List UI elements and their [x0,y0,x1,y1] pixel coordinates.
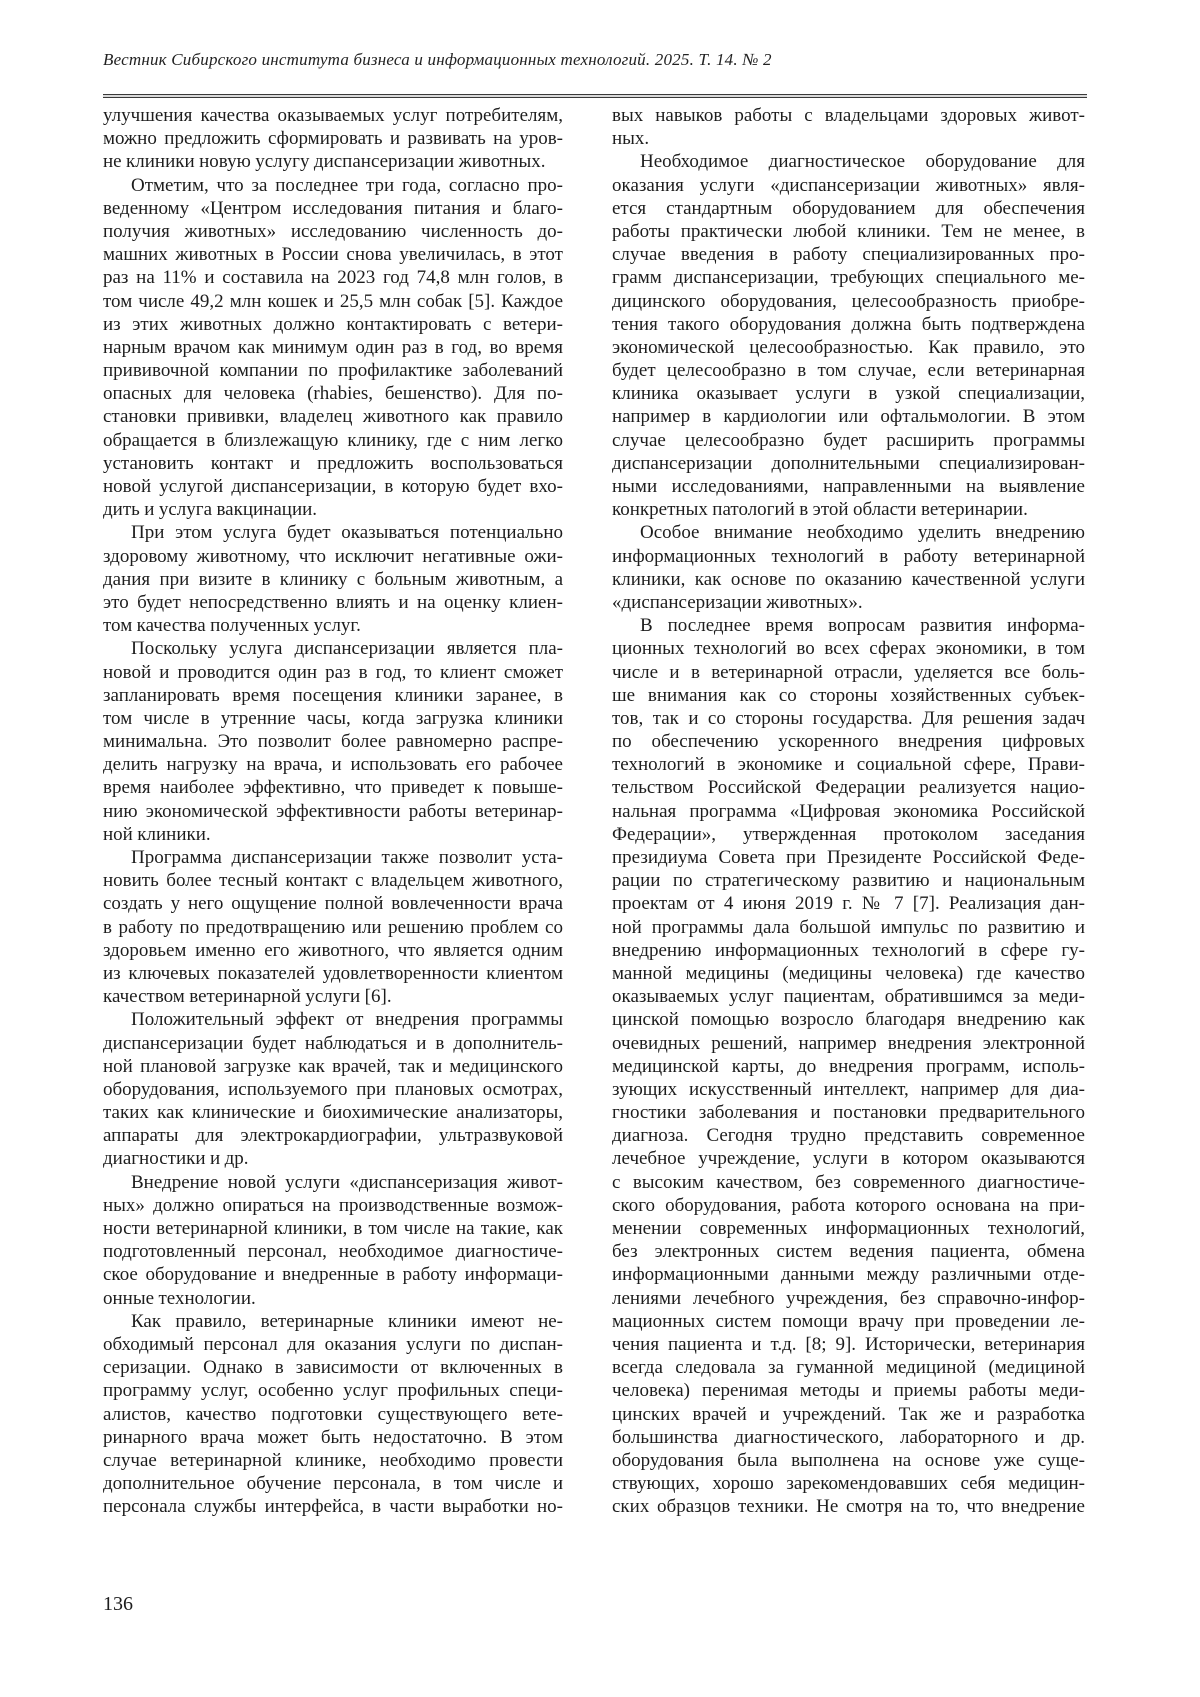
text-line: вых навыков работы с владельцами здоровых живот- [612,105,1085,126]
paragraph [103,1310,563,1519]
text-line: время наиболее эффективно, что приведет к повыше- [103,777,563,799]
text-line: из ключевых показателей удовлетворенности клиентом [103,962,563,984]
text-line: серизации. Однако в зависимости от включенных в [103,1357,563,1379]
text-line: персонала службы интерфейса, в части выработки но- [103,1496,563,1518]
text-line: Поскольку услуга диспансеризации является пла- [131,638,563,660]
paragraph [103,174,563,522]
text-line: При этом услуга будет оказываться потенциально [131,522,563,544]
text-line: оказания услуги «диспансеризации животных» явля- [612,174,1085,196]
page-number: 136 [103,1593,133,1615]
text-line: лениями лечебного учреждения, без справочно-инфор- [612,1287,1085,1309]
text-line: нальная программа «Цифровая экономика Российской [612,800,1085,822]
text-line: будет целесообразно в том случае, если ветеринарная [612,360,1085,382]
text-line: ское оборудование и внедренные в работу информаци- [103,1264,563,1286]
text-line: например в кардиологии или офтальмологии. В этом [612,406,1085,428]
text-line: дополнительное обучение персонала, в том числе и [103,1473,563,1495]
text-line: медицинской карты, до внедрения программ, исполь- [612,1055,1085,1077]
journal-header-line: Вестник Сибирского института бизнеса и информационных технологий. 2025. Т. 14. № 2 [103,50,772,69]
text-line: здоровому животному, что исключит негативные ожи- [103,545,563,567]
text-column-left [103,104,563,1518]
text-line: менении современных информационных технологий, [612,1218,1085,1239]
text-line: зующих искусственный интеллект, например для диа- [612,1078,1085,1100]
text-line: технологий в экономике и социальной сфере, Прави- [612,754,1085,776]
paragraph [103,104,563,174]
text-line: нию экономической эффективности работы ветеринар- [103,800,563,822]
text-line: клиники, как основе по оказанию качественной услуги [612,568,1085,590]
text-line: ских образцов техники. Не смотря на то, что внедрение [612,1496,1085,1518]
paragraph [103,521,563,637]
text-line: Необходимое диагностическое оборудование для [640,151,1085,173]
text-line: работы практически любой клиники. Тем не менее, в [612,220,1085,242]
paragraph [103,1008,563,1170]
text-line: ных» должно опираться на производственные возмож- [103,1194,563,1216]
text-line: обходимый персонал для оказания услуги по диспан- [103,1333,563,1355]
text-line: получия животных» исследованию численность до- [103,220,563,242]
text-line: клиника оказывает услуги в узкой специализации, [612,383,1085,405]
text-line: диспансеризации дополнительными специализирован- [612,452,1085,474]
text-line: ционных технологий во всех сферах экономики, в том [612,638,1085,660]
text-line: проектам от 4 июня 2019 г. № 7 [7]. Реализация дан- [612,893,1085,915]
text-line: новой и проводится один раз в год, то клиент сможет [103,661,563,683]
text-line: ности ветеринарной клиники, в том числе на такие, как [103,1218,563,1239]
text-line: ных. [612,128,650,150]
text-line: аппараты для электрокардиографии, ультразвуковой [103,1125,563,1147]
text-line: грамм диспансеризации, требующих специального ме- [612,267,1085,289]
text-line: лечебное учреждение, услуги в котором оказываются [612,1148,1085,1170]
text-line: информационными данными между различными отде- [612,1264,1085,1286]
text-line: манной медицины (медицины человека) где качество [612,962,1085,984]
text-line: чения пациента и т.д. [8; 9]. Исторически, ветеринария [612,1333,1085,1355]
text-line: ется стандартным оборудованием для обеспечения [612,197,1085,219]
text-line: мационных систем помощи врачу при проведении ле- [612,1310,1085,1332]
text-line: тов, так и со стороны государства. Для решения задач [612,707,1085,729]
text-line: не клиники новую услугу диспансеризации животных. [103,151,546,173]
text-line: установить контакт и предложить воспользоваться [103,452,563,474]
text-line: диагностики и др. [103,1148,249,1170]
text-line: становки прививки, владелец животного как правило [103,406,563,428]
text-line: случае введения в работу специализированных про- [612,244,1085,266]
text-line: без электронных систем ведения пациента, обмена [612,1241,1085,1263]
text-line: веденному «Центром исследования питания и благо- [103,197,563,219]
text-line: очевидных решений, например внедрения электронной [612,1032,1085,1054]
text-line: оборудования была выполнена на основе уже суще- [612,1449,1085,1471]
text-line: в работу по предотвращению или решению проблем со [103,916,563,938]
text-line: по обеспечению ускоренного внедрения цифровых [612,731,1085,753]
text-line: новой услугой диспансеризации, в которую будет вхо- [103,476,563,497]
text-line: том числе 49,2 млн кошек и 25,5 млн собак [5]. Каждое [103,290,563,312]
text-line: «диспансеризации животных». [612,591,863,613]
text-line: Внедрение новой услуги «диспансеризация живот- [131,1171,563,1193]
text-line: ной программы дала большой импульс по развитию и [612,916,1085,938]
text-line: информационных технологий в работу ветеринарной [612,545,1085,567]
text-line: машних животных в России снова увеличилась, в этот [103,244,563,266]
text-line: алистов, качество подготовки существующего вете- [103,1403,563,1425]
header-rule [103,94,1087,98]
text-line: обращается в близлежащую клинику, где с ним легко [103,429,563,451]
text-line: дицинского оборудования, целесообразность приобре- [612,290,1085,312]
paragraph [103,637,563,846]
text-line: прививочной компании по профилактике заболеваний [103,360,563,382]
text-line: ной клиники. [103,823,211,845]
text-line: большинства диагностического, лабораторного и др. [612,1426,1085,1448]
text-line: ринарного врача может быть недостаточно. В этом [103,1426,563,1448]
text-line: из этих животных должно контактировать с ветери- [103,313,563,335]
text-line: цинской помощью возросло благодаря внедрению как [612,1009,1085,1031]
text-line: раз на 11% и составила на 2023 год 74,8 млн голов, в [103,267,563,289]
text-line: гностики заболевания и постановки предварительного [612,1102,1085,1124]
text-line: оказываемых услуг пациентам, обратившимся за меди- [612,986,1085,1008]
text-line: здоровьем именно его животного, что является одним [103,939,563,961]
text-line: ной плановой загрузке как врачей, так и медицинского [103,1055,563,1077]
paragraph [612,614,1085,1518]
text-line: ными исследованиями, направленными на выявление [612,476,1085,497]
text-line: Федерации», утвержденная протоколом заседания [612,823,1085,845]
text-line: опасных для человека (rhabies, бешенство). Для по- [103,383,563,405]
text-line: новить более тесный контакт с владельцем животного, [103,870,563,892]
text-line: это будет непосредственно влиять и на оценку клиен- [103,591,563,613]
text-line: Как правило, ветеринарные клиники имеют не- [131,1310,563,1332]
text-line: нарным врачом как минимум один раз в год, во время [103,336,563,358]
text-line: внедрению информационных технологий в сфере гу- [612,939,1085,961]
text-line: президиума Совета при Президенте Российской Феде- [612,847,1085,868]
text-line: диспансеризации будет наблюдаться и в дополнитель- [103,1032,563,1054]
text-line: дить и услуга вакцинации. [103,499,318,521]
text-line: тения такого оборудования должна быть подтверждена [612,313,1085,335]
text-line: цинских врачей и учреждений. Так же и разработка [612,1403,1085,1425]
text-line: качеством ветеринарной услуги [6]. [103,986,392,1008]
text-line: Отметим, что за последнее три года, согласно про- [131,174,563,196]
text-line: можно предложить сформировать и развивать на уров- [103,128,563,150]
text-line: В последнее время вопросам развития информа- [640,615,1085,637]
text-line: Особое внимание необходимо уделить внедрению [640,522,1085,544]
text-line: запланировать время посещения клиники заранее, в [103,684,563,706]
text-line: улучшения качества оказываемых услуг потребителям, [103,105,563,126]
paragraph [103,1171,563,1310]
text-line: том качества полученных услуг. [103,615,361,637]
text-line: числе и в ветеринарной отрасли, уделяется все боль- [612,661,1085,683]
text-line: минимальна. Это позволит более равномерно распре- [103,731,563,753]
text-line: делить нагрузку на врача, и использовать его рабочее [103,754,563,776]
text-line: случае ветеринарной клинике, необходимо провести [103,1449,563,1471]
text-line: с высоким качеством, без современного диагностиче- [612,1171,1085,1193]
text-line: ствующих, хорошо зарекомендовавших себя медицин- [612,1473,1085,1495]
text-line: конкретных патологий в этой области ветеринарии. [612,499,1028,521]
paragraph [612,104,1085,150]
text-line: подготовленный персонал, необходимое диагностиче- [103,1241,563,1263]
text-line: Положительный эффект от внедрения программы [131,1009,563,1031]
text-column-right [612,104,1085,1518]
text-line: тельством Российской Федерации реализуется нацио- [612,777,1085,799]
text-line: диагноза. Сегодня трудно представить современное [612,1125,1085,1147]
text-line: программу услуг, особенно услуг профильных специ- [103,1380,563,1402]
text-line: том числе в утренние часы, когда загрузка клиники [103,707,563,729]
text-line: ше внимания как со стороны хозяйственных субъек- [612,684,1085,706]
text-line: рации по стратегическому развитию и национальным [612,870,1085,892]
text-line: таких как клинические и биохимические анализаторы, [103,1102,563,1124]
paragraph [612,521,1085,614]
text-line: случае целесообразно будет расширить программы [612,429,1085,451]
text-line: онные технологии. [103,1287,256,1309]
text-line: Программа диспансеризации также позволит уста- [131,847,563,868]
text-line: создать у него ощущение полной вовлеченности врача [103,893,563,915]
text-line: дания при визите в клинику с больным животным, а [103,568,563,590]
text-line: ского оборудования, работа которого основана на при- [612,1194,1085,1216]
text-line: человека) перенимая методы и приемы работы меди- [612,1380,1085,1402]
paragraph [103,846,563,1008]
text-line: экономической целесообразностью. Как правило, это [612,336,1085,358]
text-line: всегда следовала за гуманной медициной (медициной [612,1357,1085,1379]
paragraph [612,150,1085,521]
text-line: оборудования, используемого при плановых осмотрах, [103,1078,563,1100]
